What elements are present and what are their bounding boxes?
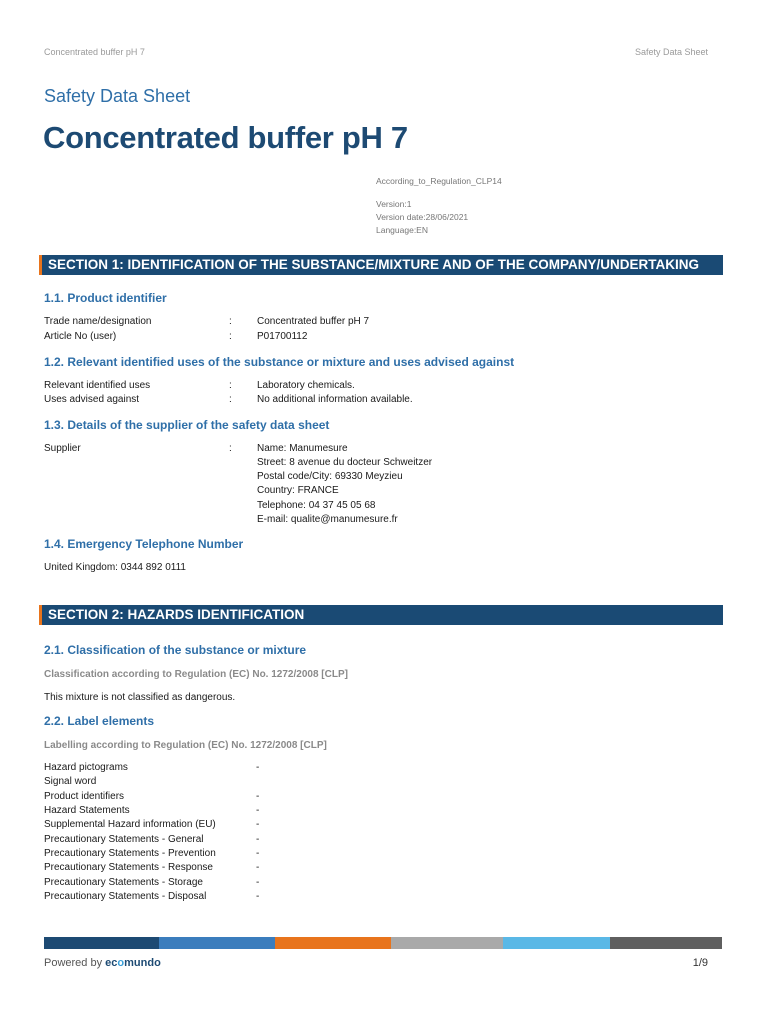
heading-2-1: 2.1. Classification of the substance or mixture xyxy=(44,643,307,657)
colon: : xyxy=(229,394,232,405)
footer-bar-segment xyxy=(610,937,722,949)
label-row-value: - xyxy=(256,877,260,888)
label-row-label: Supplemental Hazard information (EU) xyxy=(44,819,216,830)
powered-by-text: Powered by xyxy=(44,957,106,969)
colon: : xyxy=(229,316,232,327)
heading-1-4: 1.4. Emergency Telephone Number xyxy=(44,537,244,551)
label-row-label: Precautionary Statements - Disposal xyxy=(44,891,207,902)
page-number: 1/9 xyxy=(692,957,708,969)
supplier-country: Country: FRANCE xyxy=(257,485,339,496)
footer-color-bar xyxy=(44,937,722,949)
heading-1-2: 1.2. Relevant identified uses of the substance or mixture and uses advised against xyxy=(44,355,515,369)
supplier-name: Name: Manumesure xyxy=(257,443,348,454)
label-row-value: - xyxy=(256,862,260,873)
label-row-label: Precautionary Statements - Storage xyxy=(44,877,203,888)
supplier-label: Supplier xyxy=(44,443,81,454)
uses-advised-against-label: Uses advised against xyxy=(44,394,140,405)
supplier-telephone: Telephone: 04 37 45 05 68 xyxy=(257,500,376,511)
label-row-value: - xyxy=(256,834,260,845)
powered-by xyxy=(44,957,161,969)
footer-bar-segment xyxy=(159,937,275,949)
label-row-label: Hazard pictograms xyxy=(44,762,128,773)
supplier-postal-city: Postal code/City: 69330 Meyzieu xyxy=(257,471,403,482)
label-row-value: - xyxy=(256,805,260,816)
classification-regulation: Classification according to Regulation (EC) No. 1272/2008 [CLP] xyxy=(44,669,348,680)
heading-1-3: 1.3. Details of the supplier of the safety data sheet xyxy=(44,418,330,432)
header-product-name: Concentrated buffer pH 7 xyxy=(44,47,145,57)
label-row-label: Signal word xyxy=(44,776,97,787)
label-row-value: - xyxy=(256,762,260,773)
version-date-meta: Version date:28/06/2021 xyxy=(376,212,469,222)
identified-uses-value: Laboratory chemicals. xyxy=(257,380,355,391)
labelling-regulation: Labelling according to Regulation (EC) No. 1272/2008 [CLP] xyxy=(44,740,327,751)
emergency-phone: United Kingdom: 0344 892 0111 xyxy=(44,562,186,573)
colon: : xyxy=(229,331,232,342)
section-2-header: SECTION 2: HAZARDS IDENTIFICATION xyxy=(39,605,723,625)
footer-bar-segment xyxy=(391,937,503,949)
label-row-value: - xyxy=(256,791,260,802)
section-1-header: SECTION 1: IDENTIFICATION OF THE SUBSTANCE/MIXTURE AND OF THE COMPANY/UNDERTAKING xyxy=(39,255,723,275)
supplier-street: Street: 8 avenue du docteur Schweitzer xyxy=(257,457,433,468)
label-row-label: Precautionary Statements - Response xyxy=(44,862,213,873)
article-no-label: Article No (user) xyxy=(44,331,117,342)
label-row-label: Hazard Statements xyxy=(44,805,130,816)
trade-name-label: Trade name/designation xyxy=(44,316,152,327)
label-row-value: - xyxy=(256,819,260,830)
colon: : xyxy=(229,443,232,454)
language-meta: Language:EN xyxy=(376,225,428,235)
identified-uses-label: Relevant identified uses xyxy=(44,380,151,391)
label-row-label: Precautionary Statements - General xyxy=(44,834,204,845)
classification-text: This mixture is not classified as dangerous. xyxy=(44,692,236,703)
article-no-value: P01700112 xyxy=(257,331,308,342)
footer-bar-segment xyxy=(275,937,391,949)
version-meta: Version:1 xyxy=(376,199,412,209)
trade-name-value: Concentrated buffer pH 7 xyxy=(257,316,370,327)
heading-2-2: 2.2. Label elements xyxy=(44,714,155,728)
header-doc-type: Safety Data Sheet xyxy=(634,47,708,57)
label-row-value: - xyxy=(256,891,260,902)
colon: : xyxy=(229,380,232,391)
supplier-email[interactable]: E-mail: qualite@manumesure.fr xyxy=(257,514,398,525)
document-subtitle: Safety Data Sheet xyxy=(44,86,191,106)
footer-bar-segment xyxy=(503,937,610,949)
regulation-meta: According_to_Regulation_CLP14 xyxy=(376,176,502,186)
label-row-label: Precautionary Statements - Prevention xyxy=(44,848,216,859)
document-title: Concentrated buffer pH 7 xyxy=(43,120,408,155)
ecomundo-logo: ecomundo xyxy=(105,957,161,969)
label-row-label: Product identifiers xyxy=(44,791,125,802)
footer-bar-segment xyxy=(44,937,159,949)
uses-advised-against-value: No additional information available. xyxy=(257,394,413,405)
heading-1-1: 1.1. Product identifier xyxy=(44,291,167,305)
label-row-value: - xyxy=(256,848,260,859)
